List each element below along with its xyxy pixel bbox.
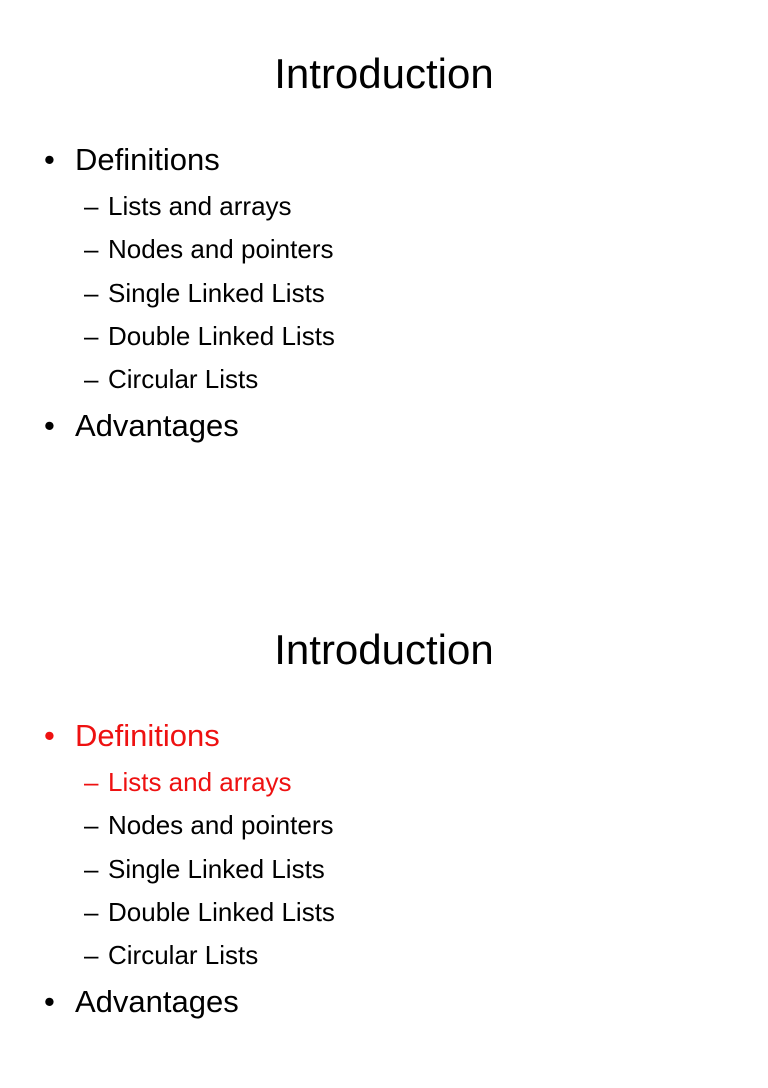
bullet-icon: • <box>44 142 55 177</box>
slide-title: Introduction <box>274 626 494 673</box>
list-item-label: Double Linked Lists <box>108 321 335 351</box>
list-subitem-double-linked-lists <box>84 897 335 927</box>
list-subitem-lists-and-arrays <box>84 767 292 797</box>
slide-1 <box>0 0 768 512</box>
list-item-definitions <box>44 718 220 754</box>
list-subitem-nodes-and-pointers <box>84 234 333 264</box>
dash-icon: – <box>84 234 99 264</box>
list-item-label: Lists and arrays <box>108 191 292 221</box>
dash-icon: – <box>84 364 99 394</box>
dash-icon: – <box>84 810 99 840</box>
list-item-label: Definitions <box>75 142 220 177</box>
list-item-label: Circular Lists <box>108 940 259 970</box>
dash-icon: – <box>84 191 99 221</box>
list-subitem-circular-lists <box>84 940 258 970</box>
list-subitem-single-linked-lists <box>84 854 325 884</box>
list-item-advantages <box>44 408 239 444</box>
list-subitem-single-linked-lists <box>84 278 325 308</box>
list-item-label: Circular Lists <box>108 364 259 394</box>
dash-icon: – <box>84 940 99 970</box>
list-subitem-circular-lists <box>84 364 258 394</box>
dash-icon: – <box>84 854 99 884</box>
bullet-icon: • <box>44 408 55 443</box>
list-subitem-lists-and-arrays <box>84 191 292 221</box>
list-item-label: Definitions <box>75 718 220 753</box>
list-item-label: Advantages <box>75 408 239 443</box>
list-item-advantages <box>44 984 239 1020</box>
bullet-icon: • <box>44 984 55 1019</box>
dash-icon: – <box>84 767 99 797</box>
bullet-icon: • <box>44 718 55 753</box>
slide-2 <box>0 576 768 1088</box>
list-item-label: Double Linked Lists <box>108 897 335 927</box>
list-item-label: Single Linked Lists <box>108 278 325 308</box>
list-item-label: Single Linked Lists <box>108 854 325 884</box>
list-item-label: Advantages <box>75 984 239 1019</box>
dash-icon: – <box>84 278 99 308</box>
list-item-label: Nodes and pointers <box>108 234 334 264</box>
slide-title: Introduction <box>274 50 494 97</box>
list-item-definitions <box>44 142 220 178</box>
list-subitem-nodes-and-pointers <box>84 810 333 840</box>
list-subitem-double-linked-lists <box>84 321 335 351</box>
dash-icon: – <box>84 321 99 351</box>
list-item-label: Nodes and pointers <box>108 810 334 840</box>
dash-icon: – <box>84 897 99 927</box>
list-item-label: Lists and arrays <box>108 767 292 797</box>
